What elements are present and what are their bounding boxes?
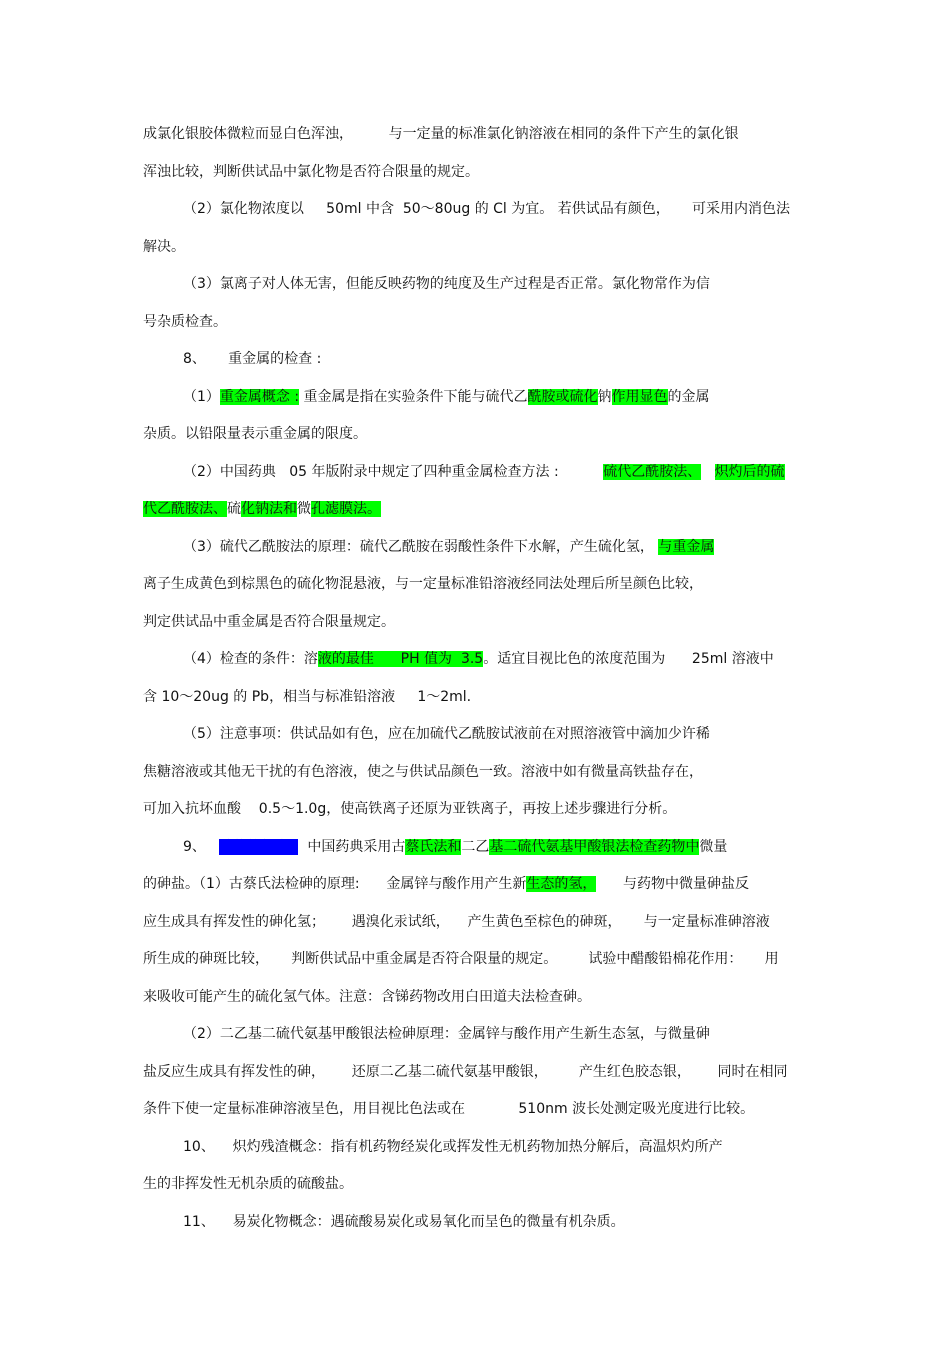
text-line xyxy=(143,422,810,446)
text-line xyxy=(143,610,810,634)
text-line xyxy=(183,272,810,296)
text-span: 解决。 xyxy=(143,239,185,255)
text-line xyxy=(183,835,810,859)
text-span: （2）中国药典 05 年版附录中规定了四种重金属检查方法 : xyxy=(183,464,604,480)
text-span: 8、 重金属的检查 : xyxy=(183,351,322,367)
blue-highlighted-text: 砷盐的检查 : xyxy=(219,839,299,855)
highlighted-text: 炽灼后的硫 xyxy=(714,464,785,480)
text-span: 11、 易炭化物概念：遇硫酸易炭化或易氧化而呈色的微量有机杂质。 xyxy=(183,1214,625,1230)
highlighted-text: 与重金属 xyxy=(658,539,715,555)
text-line xyxy=(143,985,810,1009)
highlighted-text: 蔡氏法和 xyxy=(405,839,462,855)
text-span: （5）注意事项：供试品如有色，应在加硫代乙酰胺试液前在对照溶液管中滴加少许稀 xyxy=(183,726,710,742)
highlighted-text: 孔滤膜法。 xyxy=(311,501,381,517)
text-line xyxy=(183,1210,810,1234)
text-line xyxy=(143,497,810,521)
text-span: （2）氯化物浓度以 50ml 中含 50～80ug 的 Cl 为宜。 若供试品有颜色， 可采用内消色法 xyxy=(183,201,790,217)
text-line xyxy=(143,1060,810,1084)
text-span: 中国药典采用古 xyxy=(298,839,406,855)
text-span: 的砷盐。（1）古蔡氏法检砷的原理: 金属锌与酸作用产生新 xyxy=(143,876,527,892)
text-span: （4）检查的条件：溶 xyxy=(183,651,318,667)
text-line xyxy=(183,1135,810,1159)
highlighted-text: 重金属概念 : xyxy=(219,389,300,405)
text-span: 所生成的砷斑比较， 判断供试品中重金属是否符合限量的规定。 试验中醋酸铅棉花作用： 用 xyxy=(143,951,779,967)
text-line xyxy=(143,235,810,259)
text-line xyxy=(183,385,810,409)
text-span: 硫 xyxy=(227,501,241,517)
text-span: 与药物中微量砷盐反 xyxy=(596,876,750,892)
text-span: 杂质。以铅限量表示重金属的限度。 xyxy=(143,426,367,442)
text-span: 浑浊比较，判断供试品中氯化物是否符合限量的规定。 xyxy=(143,164,479,180)
text-line xyxy=(143,685,810,709)
highlighted-text: 代乙酰胺法、 xyxy=(143,501,227,517)
text-span: 重金属是指在实验条件下能与硫代乙 xyxy=(299,389,528,405)
text-span: 应生成具有挥发性的砷化氢； 遇溴化汞试纸， 产生黄色至棕色的砷斑， 与一定量标准砷溶液 xyxy=(143,914,770,930)
text-span: 号杂质检查。 xyxy=(143,314,227,330)
text-line xyxy=(143,760,810,784)
text-span: 微量 xyxy=(699,839,728,855)
text-span: 的金属 xyxy=(667,389,710,405)
text-line xyxy=(143,310,810,334)
text-span: 成氯化银胶体微粒而显白色浑浊， 与一定量的标准氯化钠溶液在相同的条件下产生的氯化银 xyxy=(143,126,739,142)
text-line xyxy=(143,797,810,821)
text-span: 焦糖溶液或其他无干扰的有色溶液，使之与供试品颜色一致。溶液中如有微量高铁盐存在， xyxy=(143,764,703,780)
text-line xyxy=(183,722,810,746)
text-line xyxy=(183,460,810,484)
text-span: 盐反应生成具有挥发性的砷， 还原二乙基二硫代氨基甲酸银， 产生红色胶态银， 同时在相同 xyxy=(143,1064,788,1080)
text-line xyxy=(183,647,810,671)
text-span: （3）硫代乙酰胺法的原理：硫代乙酰胺在弱酸性条件下水解，产生硫化氢， xyxy=(183,539,659,555)
text-span: 微 xyxy=(297,501,311,517)
text-line xyxy=(183,535,810,559)
text-span: 生的非挥发性无机杂质的硫酸盐。 xyxy=(143,1176,353,1192)
text-span: 9、 xyxy=(183,839,220,855)
text-line xyxy=(143,1097,810,1121)
text-span: 来吸收可能产生的硫化氢气体。注意：含锑药物改用白田道夫法检查砷。 xyxy=(143,989,591,1005)
text-span: 二乙 xyxy=(461,839,490,855)
highlighted-text: 酰胺或硫化 xyxy=(527,389,598,405)
highlighted-text: 生态的氢， xyxy=(526,876,597,892)
text-span: 10、 炽灼残渣概念：指有机药物经炭化或挥发性无机药物加热分解后，高温炽灼所产 xyxy=(183,1139,723,1155)
text-line xyxy=(143,572,810,596)
text-span: （2）二乙基二硫代氨基甲酸银法检砷原理：金属锌与酸作用产生新生态氢，与微量砷 xyxy=(183,1026,710,1042)
highlighted-text: 基二硫代氨基甲酸银法检查药物中 xyxy=(489,839,700,855)
text-span: 条件下使一定量标准砷溶液呈色，用目视比色法或在 510nm 波长处测定吸光度进行比较。 xyxy=(143,1101,755,1117)
highlighted-text: 液的最佳 PH 值为 3.5 xyxy=(317,651,484,667)
text-line xyxy=(143,1172,810,1196)
highlighted-text: 作用显色 xyxy=(611,389,668,405)
text-span: 离子生成黄色到棕黑色的硫化物混悬液，与一定量标准铅溶液经同法处理后所呈颜色比较， xyxy=(143,576,703,592)
text-span: （3）氯离子对人体无害，但能反映药物的纯度及生产过程是否正常。氯化物常作为信 xyxy=(183,276,710,292)
text-line xyxy=(143,947,810,971)
text-span: 判定供试品中重金属是否符合限量规定。 xyxy=(143,614,395,630)
text-span xyxy=(701,464,714,480)
text-line xyxy=(183,197,810,221)
text-line xyxy=(183,1022,810,1046)
highlighted-text: 硫代乙酰胺法、 xyxy=(603,464,702,480)
text-line xyxy=(183,347,810,371)
text-span: 含 10～20ug 的 Pb，相当与标准铅溶液 1～2ml. xyxy=(143,689,472,705)
text-span: （1） xyxy=(183,389,220,405)
text-line xyxy=(143,872,810,896)
text-span: 可加入抗坏血酸 0.5～1.0g，使高铁离子还原为亚铁离子，再按上述步骤进行分析。 xyxy=(143,801,677,817)
text-span: 。适宜目视比色的浓度范围为 25ml 溶液中 xyxy=(483,651,774,667)
highlighted-text: 化钠法和 xyxy=(241,501,297,517)
text-line xyxy=(143,910,810,934)
text-line xyxy=(143,122,810,146)
text-line xyxy=(143,160,810,184)
text-span: 钠 xyxy=(597,389,612,405)
